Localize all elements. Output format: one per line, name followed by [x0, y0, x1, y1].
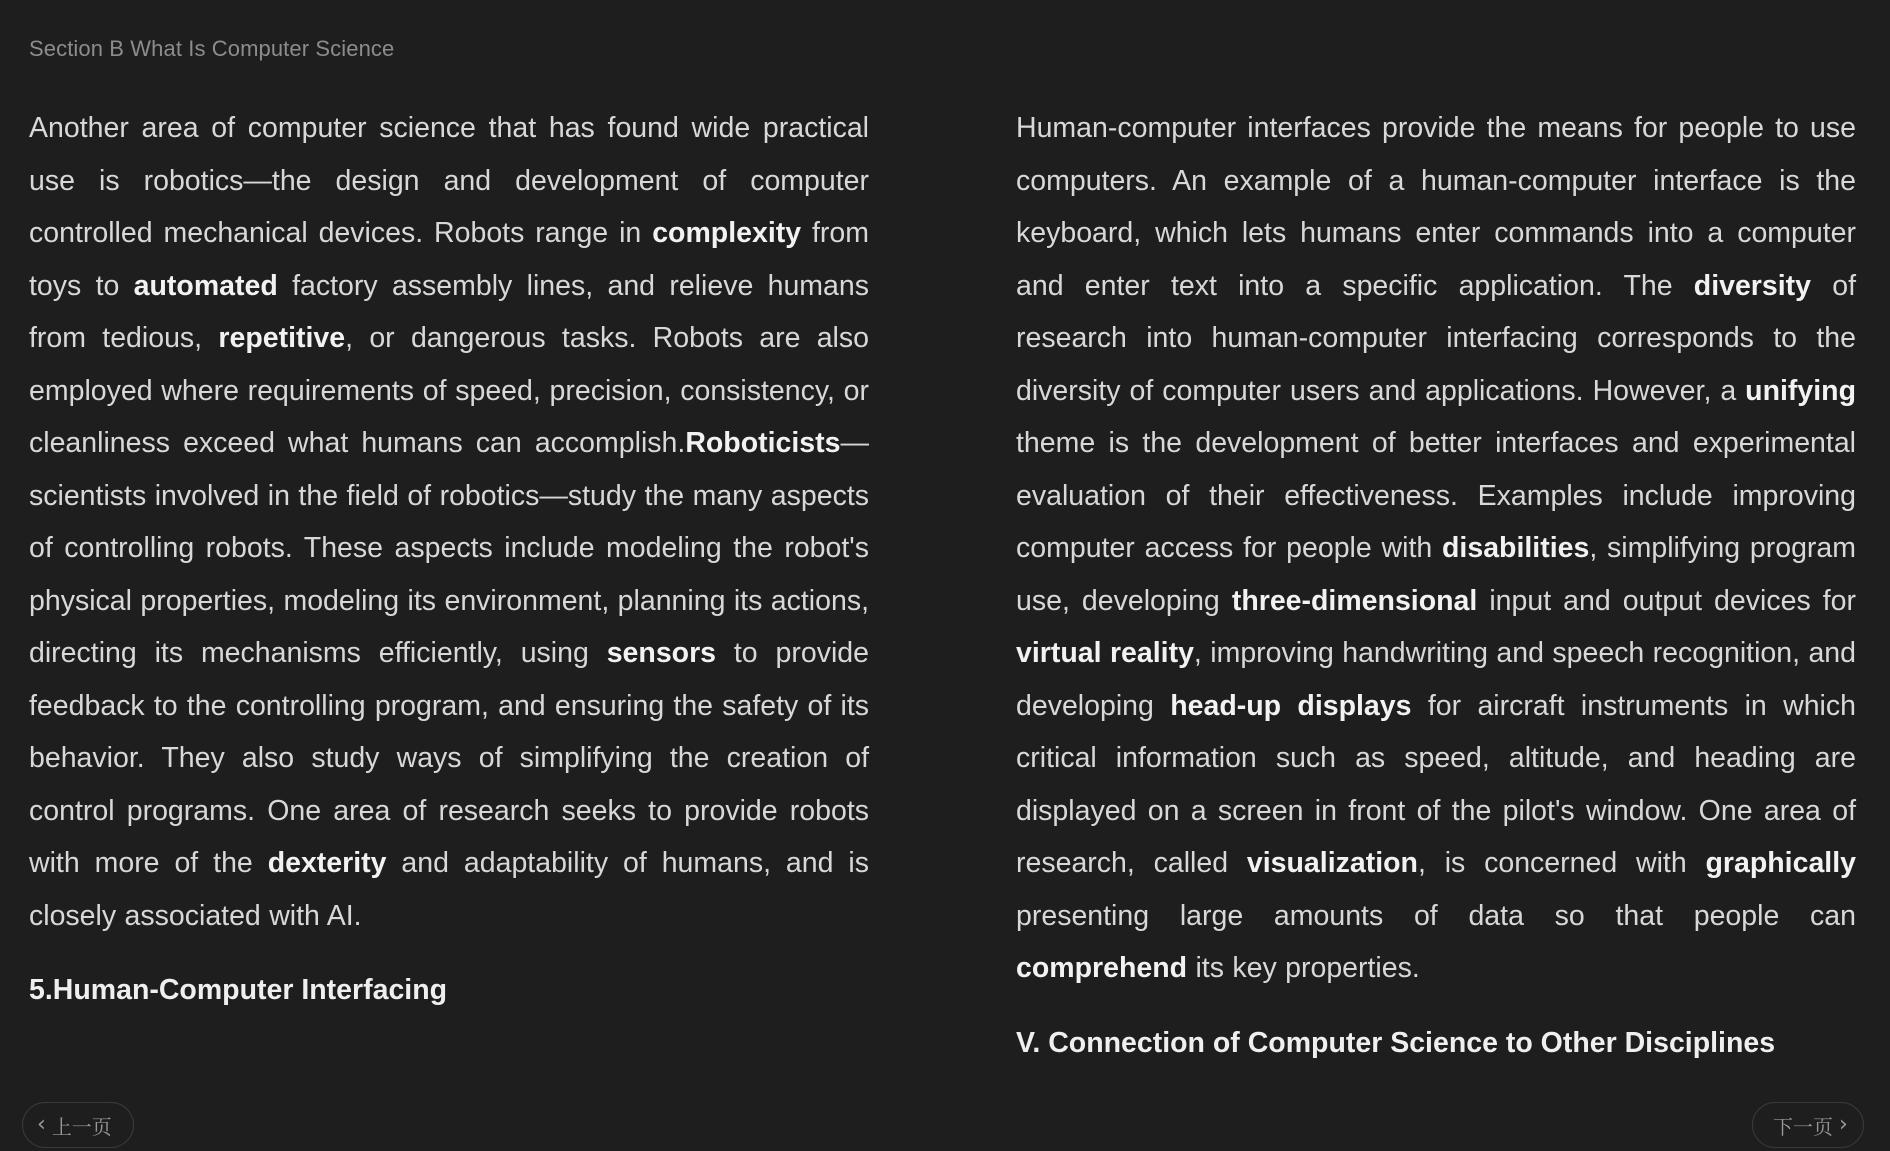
keyword-unifying: unifying [1745, 374, 1856, 407]
keyword-automated: automated [133, 269, 278, 302]
text-run: factory assembly lines, and relieve humans from tedious, [29, 269, 870, 354]
chevron-right-icon: › [1839, 1112, 1848, 1137]
next-page-button[interactable] [1752, 1102, 1864, 1148]
text-run: to provide feedback to the controlling program, and ensuring the safety of its behavior. They also study ways of simplifying the creation of control programs. One area of research seeks to provide robots with more of the [29, 637, 869, 879]
keyword-disabilities: disabilities [1442, 532, 1590, 564]
text-run: for aircraft instruments in which critical information such as speed, altitude, and heading are displayed on a screen in front of the pilot's window. One area of research, called [1016, 689, 1856, 879]
hci-paragraph [1016, 102, 1856, 995]
previous-page-label: 上一页 [51, 1114, 112, 1139]
text-run: , or dangerous tasks. Robots are also employed where requirements of speed, precision, consistency, or cleanliness exceed what humans can accomplish. [29, 322, 869, 459]
text-run: its key properties. [1187, 952, 1420, 984]
left-column [29, 102, 869, 1016]
keyword-sensors: sensors [606, 637, 717, 669]
running-title: Section B What Is Computer Science [29, 36, 395, 61]
chevron-left-icon: ‹ [37, 1112, 46, 1137]
text-run: presenting large amounts of data so that people can [1016, 899, 1856, 932]
section-heading-connection: V. Connection of Computer Science to Other Disciplines [1016, 1026, 1776, 1059]
text-run: , is concerned with [1417, 847, 1706, 879]
keyword-roboticists: Roboticists [685, 427, 841, 459]
keyword-graphically: graphically [1705, 847, 1856, 879]
text-run: input and output devices for [1477, 584, 1856, 617]
keyword-visualization: visualization [1246, 847, 1418, 879]
keyword-three-dimensional: three-dimensional [1231, 584, 1478, 617]
next-page-label: 下一页 [1773, 1114, 1833, 1139]
keyword-head-up-displays: head-up displays [1170, 689, 1412, 722]
text-run: from toys to [29, 217, 869, 302]
keyword-virtual-reality: virtual reality [1016, 637, 1194, 669]
text-run: Human-computer interfaces provide the means for people to use computers. An example of a human-computer interface is the keyboard, which lets humans enter commands into a computer and enter text into a specific application. The [1016, 112, 1856, 302]
text-run: , improving handwriting and speech recognition, and developing [1016, 637, 1856, 722]
text-run: of research into human-computer interfacing corresponds to the diversity of computer users and applications. However, a [1016, 269, 1856, 407]
text-run: and adaptability of humans, and is closely associated with AI. [29, 847, 869, 932]
section-heading-hci: 5.Human-Computer Interfacing [29, 974, 448, 1006]
robotics-paragraph [29, 102, 869, 942]
previous-page-button[interactable] [22, 1102, 134, 1148]
text-run: theme is the development of better interfaces and experimental evaluation of their effectiveness. Examples include improving computer access for people with [1016, 427, 1856, 564]
text-run: Another area of computer science that has found wide practical use is robotics—the design and development of computer controlled mechanical devices. Robots range in [29, 112, 869, 249]
text-run: , simplifying program use, developing [1016, 532, 1856, 617]
keyword-dexterity: dexterity [267, 847, 387, 879]
keyword-diversity: diversity [1693, 269, 1812, 302]
keyword-repetitive: repetitive [218, 322, 346, 354]
keyword-comprehend: comprehend [1016, 952, 1188, 984]
text-run: —scientists involved in the field of robotics—study the many aspects of controlling robots. These aspects include modeling the robot's physical properties, modeling its environment, planning its actions, directing its mechanisms efficiently, using [29, 427, 869, 669]
keyword-complexity: complexity [652, 217, 802, 249]
right-column [1016, 102, 1856, 1069]
